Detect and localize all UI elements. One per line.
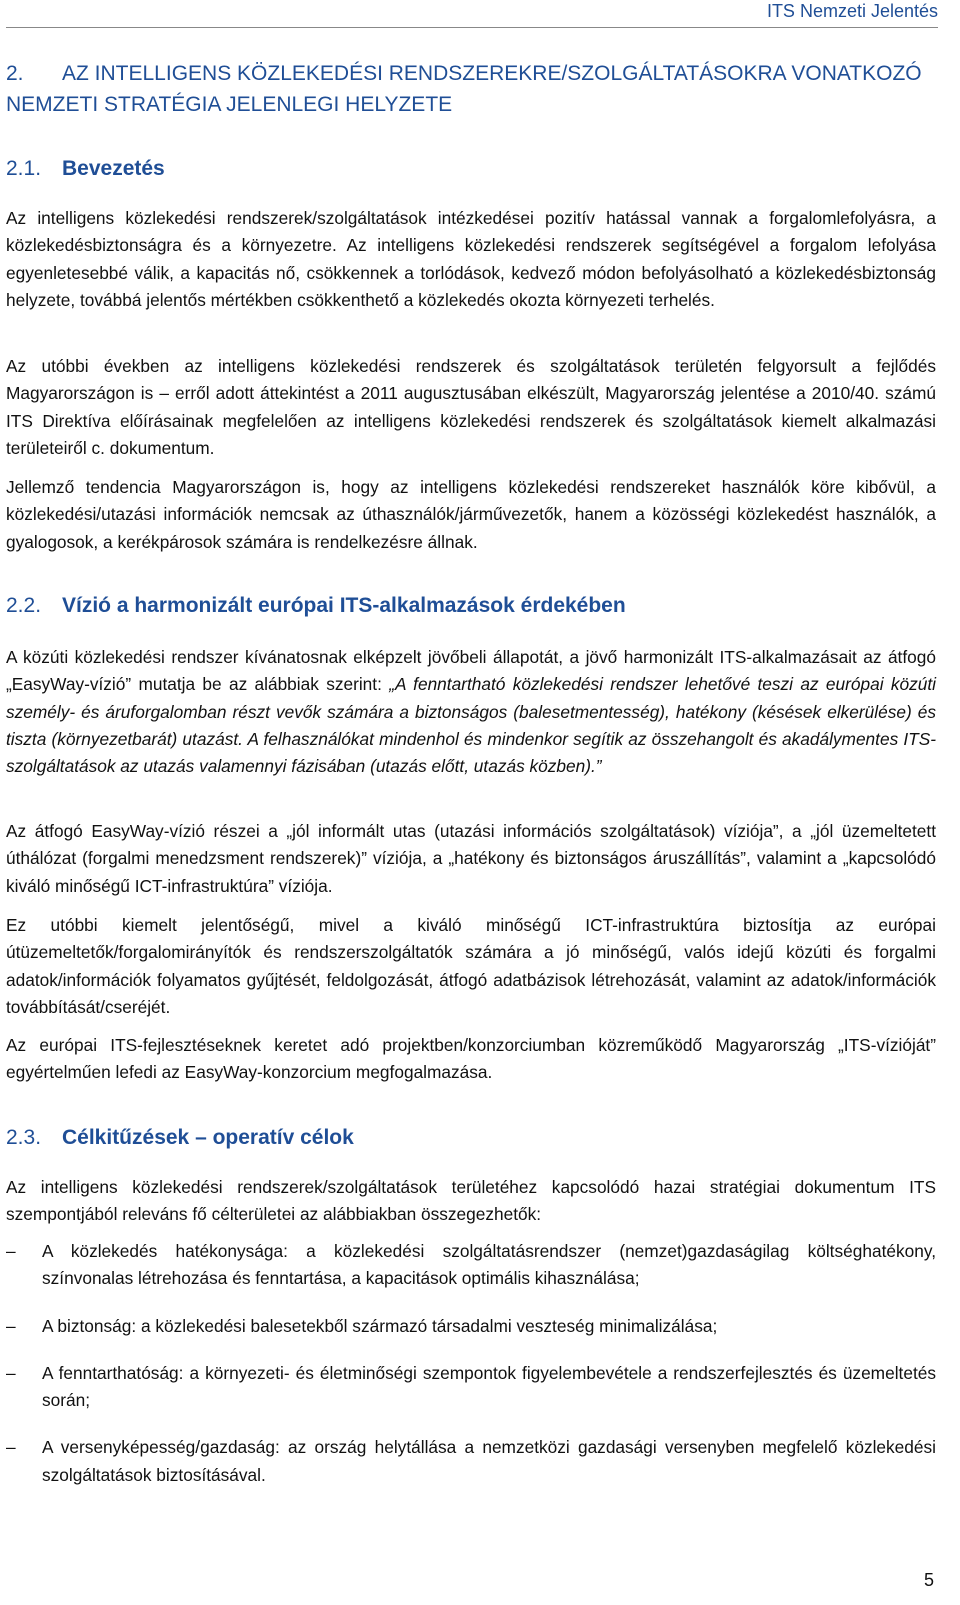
- section-title: Vízió a harmonizált európai ITS-alkalmazások érdekében: [62, 594, 626, 617]
- header-divider: [6, 27, 938, 28]
- list-item-text: A közlekedés hatékonysága: a közlekedési szolgáltatásrendszer (nemzet)gazdaságilag költséghatékony, színvonalas létrehozása és fenntartása, a kapacitások optimális kihasználása;: [42, 1241, 936, 1289]
- list-item: [6, 1238, 936, 1293]
- vision-quote: „A fenntartható közlekedési rendszer lehetővé teszi az európai közúti személy- és áruforgalomban részt vevők számára a biztonságos (balesetmentesség), hatékony (késések elkerülése) és tiszta (környezetbarát) utazást. A felhasználókat mindenhol és mindenkor segítik az összehangolt és akadálymentes ITS-szolgáltatások az utazás valamennyi fázisában (utazás előtt, utazás közben).”: [6, 674, 936, 777]
- dash-bullet: –: [6, 1362, 16, 1383]
- page-header: [0, 0, 960, 26]
- dash-bullet: –: [6, 1241, 16, 1261]
- paragraph: Az intelligens közlekedési rendszerek/szolgáltatások területéhez kapcsolódó hazai stratégiai dokumentum ITS szempontjából releváns fő célterületei az alábbiakban összegezhetők:: [6, 1177, 936, 1225]
- chapter-number: 2.: [6, 62, 24, 85]
- paragraph: Az utóbbi években az intelligens közlekedési rendszerek és szolgáltatások területén felgyorsult a fejlődés Magyarországon is – erről adott áttekintést a 2011 augusztusában elkészült, Magyarország jelentése a 2010/40. számú ITS Direktíva előírásainak megfelelően az intelligens közlekedési rendszerek és szolgáltatások kiemelt alkalmazási területeiről c. dokumentum.: [6, 356, 936, 458]
- paragraph: Ez utóbbi kiemelt jelentőségű, mivel a kiváló minőségű ICT-infrastruktúra biztosítja az európai útüzemeltetők/forgalomirányítók és rendszerszolgáltatók számára a jó minőségű, valós idejű közúti és forgalmi adatok/információk folyamatos gyűjtését, feldolgozását, átfogó adatbázisok létrehozását, valamint az adatok/információk továbbítását/cseréjét.: [6, 915, 936, 1017]
- section-number: 2.3.: [6, 1126, 42, 1149]
- section-heading-2-3: [6, 1124, 354, 1152]
- section-heading-2-2: [6, 592, 626, 620]
- dash-bullet: –: [6, 1437, 16, 1458]
- page-number: 5: [923, 1570, 934, 1590]
- paragraph: Az európai ITS-fejlesztéseknek keretet adó projektben/konzorciumban közreműködő Magyarország „ITS-vízióját” egyértelműen lefedi az EasyWay-konzorcium megfogalmazása.: [6, 1035, 936, 1083]
- list-item: [6, 1313, 936, 1340]
- chapter-heading: [6, 58, 936, 120]
- section-number: 2.1.: [6, 157, 42, 180]
- list-item: [6, 1360, 936, 1415]
- chapter-title: AZ INTELLIGENS KÖZLEKEDÉSI RENDSZEREKRE/SZOLGÁLTATÁSOKRA VONATKOZÓ NEMZETI STRATÉGIA JELENLEGI HELYZETE: [6, 62, 922, 116]
- paragraph: Az átfogó EasyWay-vízió részei a „jól informált utas (utazási információs szolgáltatások) víziója”, a „jól üzemeltetett úthálózat (forgalmi menedzsment rendszerek)” víziója, a „hatékony és biztonságos áruszállítás”, valamint a „kapcsolódó kiváló minőségű ICT-infrastruktúra” víziója.: [6, 821, 936, 896]
- section-title: Bevezetés: [62, 157, 165, 180]
- paragraph-text: A közúti közlekedési rendszer kívánatosnak elképzelt jövőbeli állapotát, a jövő harmonizált ITS-alkalmazásait az átfogó „EasyWay-vízió” mutatja be az alábbiak szerint:: [6, 647, 936, 695]
- list-item-text: A biztonság: a közlekedési balesetekből származó társadalmi veszteség minimalizálása;: [42, 1315, 718, 1336]
- paragraph: Az intelligens közlekedési rendszerek/szolgáltatások intézkedései pozitív hatással vannak a forgalomlefolyásra, a közlekedésbiztonságra és a környezetre. Az intelligens közlekedési rendszerek segítségével a forgalom lefolyása egyenletesebbé válik, a kapacitás nő, csökkennek a torlódások, kedvező módon befolyásolható a közlekedésbiztonság helyzete, továbbá jelentős mértékben csökkenthető a közlekedés okozta környezeti terhelés.: [6, 208, 936, 310]
- vision-paragraph: [6, 644, 936, 780]
- section-title: Célkitűzések – operatív célok: [62, 1126, 354, 1149]
- paragraph: Jellemző tendencia Magyarországon is, hogy az intelligens közlekedési rendszereket használók köre kibővül, a közlekedési/utazási információk nemcsak az úthasználók/járművezetők, hanem a közösségi közlekedést használók, a gyalogosok, a kerékpárosok számára is rendelkezésre állnak.: [6, 477, 936, 552]
- running-header-title: ITS Nemzeti Jelentés: [766, 1, 938, 21]
- section-number: 2.2.: [6, 594, 42, 617]
- dash-bullet: –: [6, 1315, 16, 1336]
- objectives-list: [6, 1238, 936, 1509]
- section-heading-2-1: [6, 155, 165, 183]
- list-item-text: A versenyképesség/gazdaság: az ország helytállása a nemzetközi gazdasági versenyben megfelelő közlekedési szolgáltatások biztosításával.: [42, 1437, 936, 1485]
- list-item-text: A fenntarthatóság: a környezeti- és életminőségi szempontok figyelembevétele a rendszerfejlesztés és üzemeltetés során;: [42, 1362, 936, 1411]
- list-item: [6, 1434, 936, 1489]
